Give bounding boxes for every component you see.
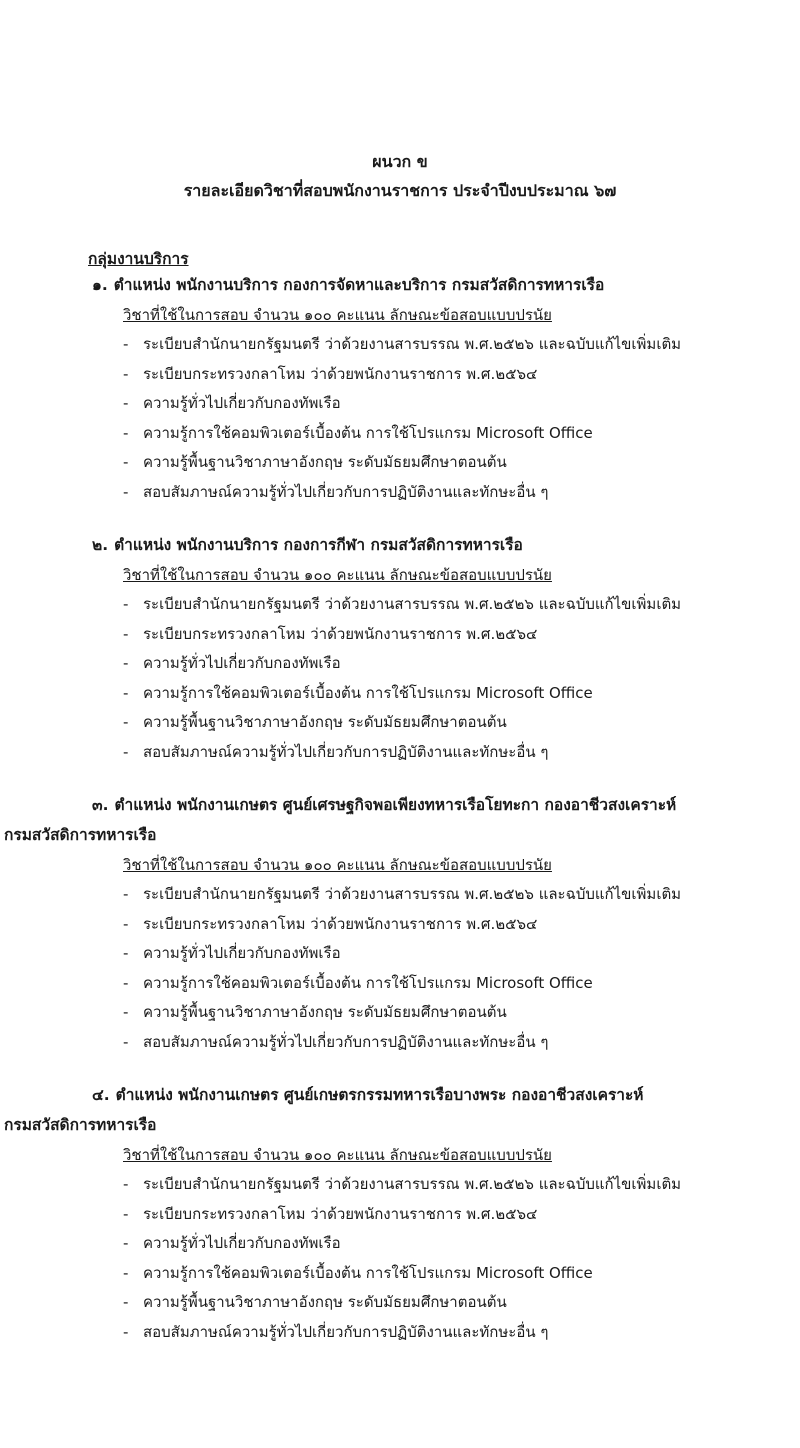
list-item: - ความรู้ทั่วไปเกี่ยวกับกองทัพเรือ: [123, 1234, 341, 1253]
list-item: - สอบสัมภาษณ์ความรู้ทั่วไปเกี่ยวกับการปฏิบัติงานและทักษะอื่น ๆ: [123, 1322, 549, 1341]
list-item: - ความรู้พื้นฐานวิชาภาษาอังกฤษ ระดับมัธยมศึกษาตอนต้น: [123, 1003, 507, 1022]
list-item: - ความรู้การใช้คอมพิวเตอร์เบื้องต้น การใช้โปรแกรม Microsoft Office: [123, 683, 593, 702]
subject-line: วิชาที่ใช้ในการสอบ จำนวน ๑๐๐ คะแนน ลักษณะข้อสอบแบบปรนัย: [123, 1146, 552, 1164]
section-heading: [0, 530, 800, 560]
annex-label: ผนวก ข: [372, 152, 428, 171]
section-number: ๔.: [92, 1086, 110, 1104]
list-item: - ความรู้พื้นฐานวิชาภาษาอังกฤษ ระดับมัธยมศึกษาตอนต้น: [123, 453, 507, 472]
subject-line: วิชาที่ใช้ในการสอบ จำนวน ๑๐๐ คะแนน ลักษณะข้อสอบแบบปรนัย: [123, 566, 552, 584]
list-item: - ระเบียบกระทรวงกลาโหม ว่าด้วยพนักงานราชการ พ.ศ.๒๕๖๔: [123, 624, 538, 643]
section-heading-continuation: กรมสวัสดิการทหารเรือ: [4, 826, 157, 844]
list-item: - ความรู้ทั่วไปเกี่ยวกับกองทัพเรือ: [123, 654, 341, 673]
list-item: - ความรู้การใช้คอมพิวเตอร์เบื้องต้น การใช้โปรแกรม Microsoft Office: [123, 973, 593, 992]
list-item: - ระเบียบกระทรวงกลาโหม ว่าด้วยพนักงานราชการ พ.ศ.๒๕๖๔: [123, 914, 538, 933]
list-item: - ระเบียบสำนักนายกรัฐมนตรี ว่าด้วยงานสารบรรณ พ.ศ.๒๕๒๖ และฉบับแก้ไขเพิ่มเติม: [123, 1175, 682, 1193]
item-list: [0, 330, 800, 508]
item-list: [0, 880, 800, 1058]
section-heading-continuation: กรมสวัสดิการทหารเรือ: [4, 1116, 157, 1134]
section-4: [0, 1080, 800, 1348]
list-item: - ความรู้การใช้คอมพิวเตอร์เบื้องต้น การใช้โปรแกรม Microsoft Office: [123, 1263, 593, 1282]
section-2: [0, 530, 800, 768]
subject-line: วิชาที่ใช้ในการสอบ จำนวน ๑๐๐ คะแนน ลักษณะข้อสอบแบบปรนัย: [123, 306, 552, 324]
item-list: [0, 1170, 800, 1348]
list-item: - ระเบียบสำนักนายกรัฐมนตรี ว่าด้วยงานสารบรรณ พ.ศ.๒๕๒๖ และฉบับแก้ไขเพิ่มเติม: [123, 885, 682, 903]
list-item: - ความรู้พื้นฐานวิชาภาษาอังกฤษ ระดับมัธยมศึกษาตอนต้น: [123, 713, 507, 732]
section-number: ๒.: [92, 536, 109, 554]
section-heading: [0, 1080, 800, 1110]
section-heading: [0, 270, 800, 300]
list-item: - ความรู้ทั่วไปเกี่ยวกับกองทัพเรือ: [123, 944, 341, 963]
list-item: - ระเบียบสำนักนายกรัฐมนตรี ว่าด้วยงานสารบรรณ พ.ศ.๒๕๒๖ และฉบับแก้ไขเพิ่มเติม: [123, 335, 682, 353]
section-heading-text: ตำแหน่ง พนักงานเกษตร ศูนย์เศรษฐกิจพอเพียงทหารเรือโยทะกา กองอาชีวสงเคราะห์: [114, 796, 677, 814]
list-item: - สอบสัมภาษณ์ความรู้ทั่วไปเกี่ยวกับการปฏิบัติงานและทักษะอื่น ๆ: [123, 1032, 549, 1051]
list-item: - ระเบียบกระทรวงกลาโหม ว่าด้วยพนักงานราชการ พ.ศ.๒๕๖๔: [123, 1204, 538, 1223]
section-3: [0, 790, 800, 1058]
subject-line: วิชาที่ใช้ในการสอบ จำนวน ๑๐๐ คะแนน ลักษณะข้อสอบแบบปรนัย: [123, 856, 552, 874]
item-list: [0, 590, 800, 768]
section-heading-text: ตำแหน่ง พนักงานเกษตร ศูนย์เกษตรกรรมทหารเรือบางพระ กองอาชีวสงเคราะห์: [115, 1086, 644, 1104]
section-heading: [0, 790, 800, 820]
section-1: [0, 270, 800, 508]
list-item: - ระเบียบกระทรวงกลาโหม ว่าด้วยพนักงานราชการ พ.ศ.๒๕๖๔: [123, 364, 538, 383]
list-item: - ความรู้การใช้คอมพิวเตอร์เบื้องต้น การใช้โปรแกรม Microsoft Office: [123, 423, 593, 442]
section-number: ๓.: [92, 796, 109, 814]
section-number: ๑.: [92, 276, 108, 294]
list-item: - ระเบียบสำนักนายกรัฐมนตรี ว่าด้วยงานสารบรรณ พ.ศ.๒๕๒๖ และฉบับแก้ไขเพิ่มเติม: [123, 595, 682, 613]
section-heading-text: ตำแหน่ง พนักงานบริการ กองการกีฬา กรมสวัสดิการทหารเรือ: [114, 536, 523, 554]
list-item: - สอบสัมภาษณ์ความรู้ทั่วไปเกี่ยวกับการปฏิบัติงานและทักษะอื่น ๆ: [123, 742, 549, 761]
group-title: กลุ่มงานบริการ: [88, 250, 189, 268]
list-item: - ความรู้พื้นฐานวิชาภาษาอังกฤษ ระดับมัธยมศึกษาตอนต้น: [123, 1293, 507, 1312]
section-heading-text: ตำแหน่ง พนักงานบริการ กองการจัดหาและบริการ กรมสวัสดิการทหารเรือ: [113, 276, 605, 294]
list-item: - ความรู้ทั่วไปเกี่ยวกับกองทัพเรือ: [123, 394, 341, 413]
document-title: รายละเอียดวิชาที่สอบพนักงานราชการ ประจำปีงบประมาณ ๖๗: [183, 181, 617, 200]
list-item: - สอบสัมภาษณ์ความรู้ทั่วไปเกี่ยวกับการปฏิบัติงานและทักษะอื่น ๆ: [123, 482, 549, 501]
